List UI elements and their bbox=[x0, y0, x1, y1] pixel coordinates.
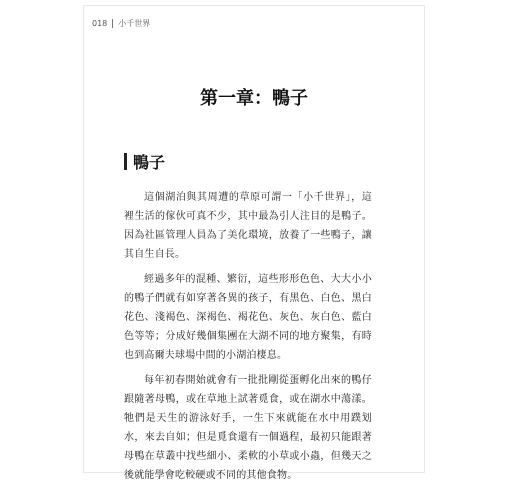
paragraph: 這個湖泊與其周遭的草原可謂一「小千世界」，這裡生活的傢伙可真不少，其中最為引人注目的是鴨子。因為社區管理人員為了美化環境，放養了一些鴨子，讓其自生自長。 bbox=[124, 192, 372, 260]
paragraph: 每年初春開始就會有一批批剛從蛋孵化出來的鴨仔跟隨著母鴨，或在草地上試著覓食，或在湖水中蕩漾。牠們是天生的游泳好手，一生下來就能在水中用蹼划水，來去自如；但是覓食還有一個過程，最初只能跟著母鴨在草叢中找些細小、柔軟的小草或小蟲，但幾天之後就能學會吃較硬或不同的其他食物。 bbox=[124, 375, 372, 481]
section-title: 鴨子 bbox=[133, 153, 166, 172]
section-marker-bar bbox=[124, 153, 127, 170]
paragraph: 經過多年的混種、繁衍，這些形形色色、大大小小的鴨子們就有如穿著各異的孩子，有黑色、白色、黑白花色、淺褐色、深褐色、褐花色、灰色、灰白色、藍白色等等；分成好幾個集團在大湖不同的地方聚集，有時也到高爾夫球場中間的小湖泊棲息。 bbox=[124, 274, 372, 361]
book-title: 小千世界 bbox=[118, 19, 151, 28]
body-text bbox=[124, 188, 372, 491]
running-header bbox=[92, 18, 150, 29]
chapter-title: 第一章：鴨子 bbox=[200, 88, 308, 109]
book-page bbox=[84, 6, 424, 481]
page-number: 018 bbox=[92, 19, 108, 28]
header-divider bbox=[112, 19, 113, 28]
section-heading bbox=[124, 150, 165, 173]
